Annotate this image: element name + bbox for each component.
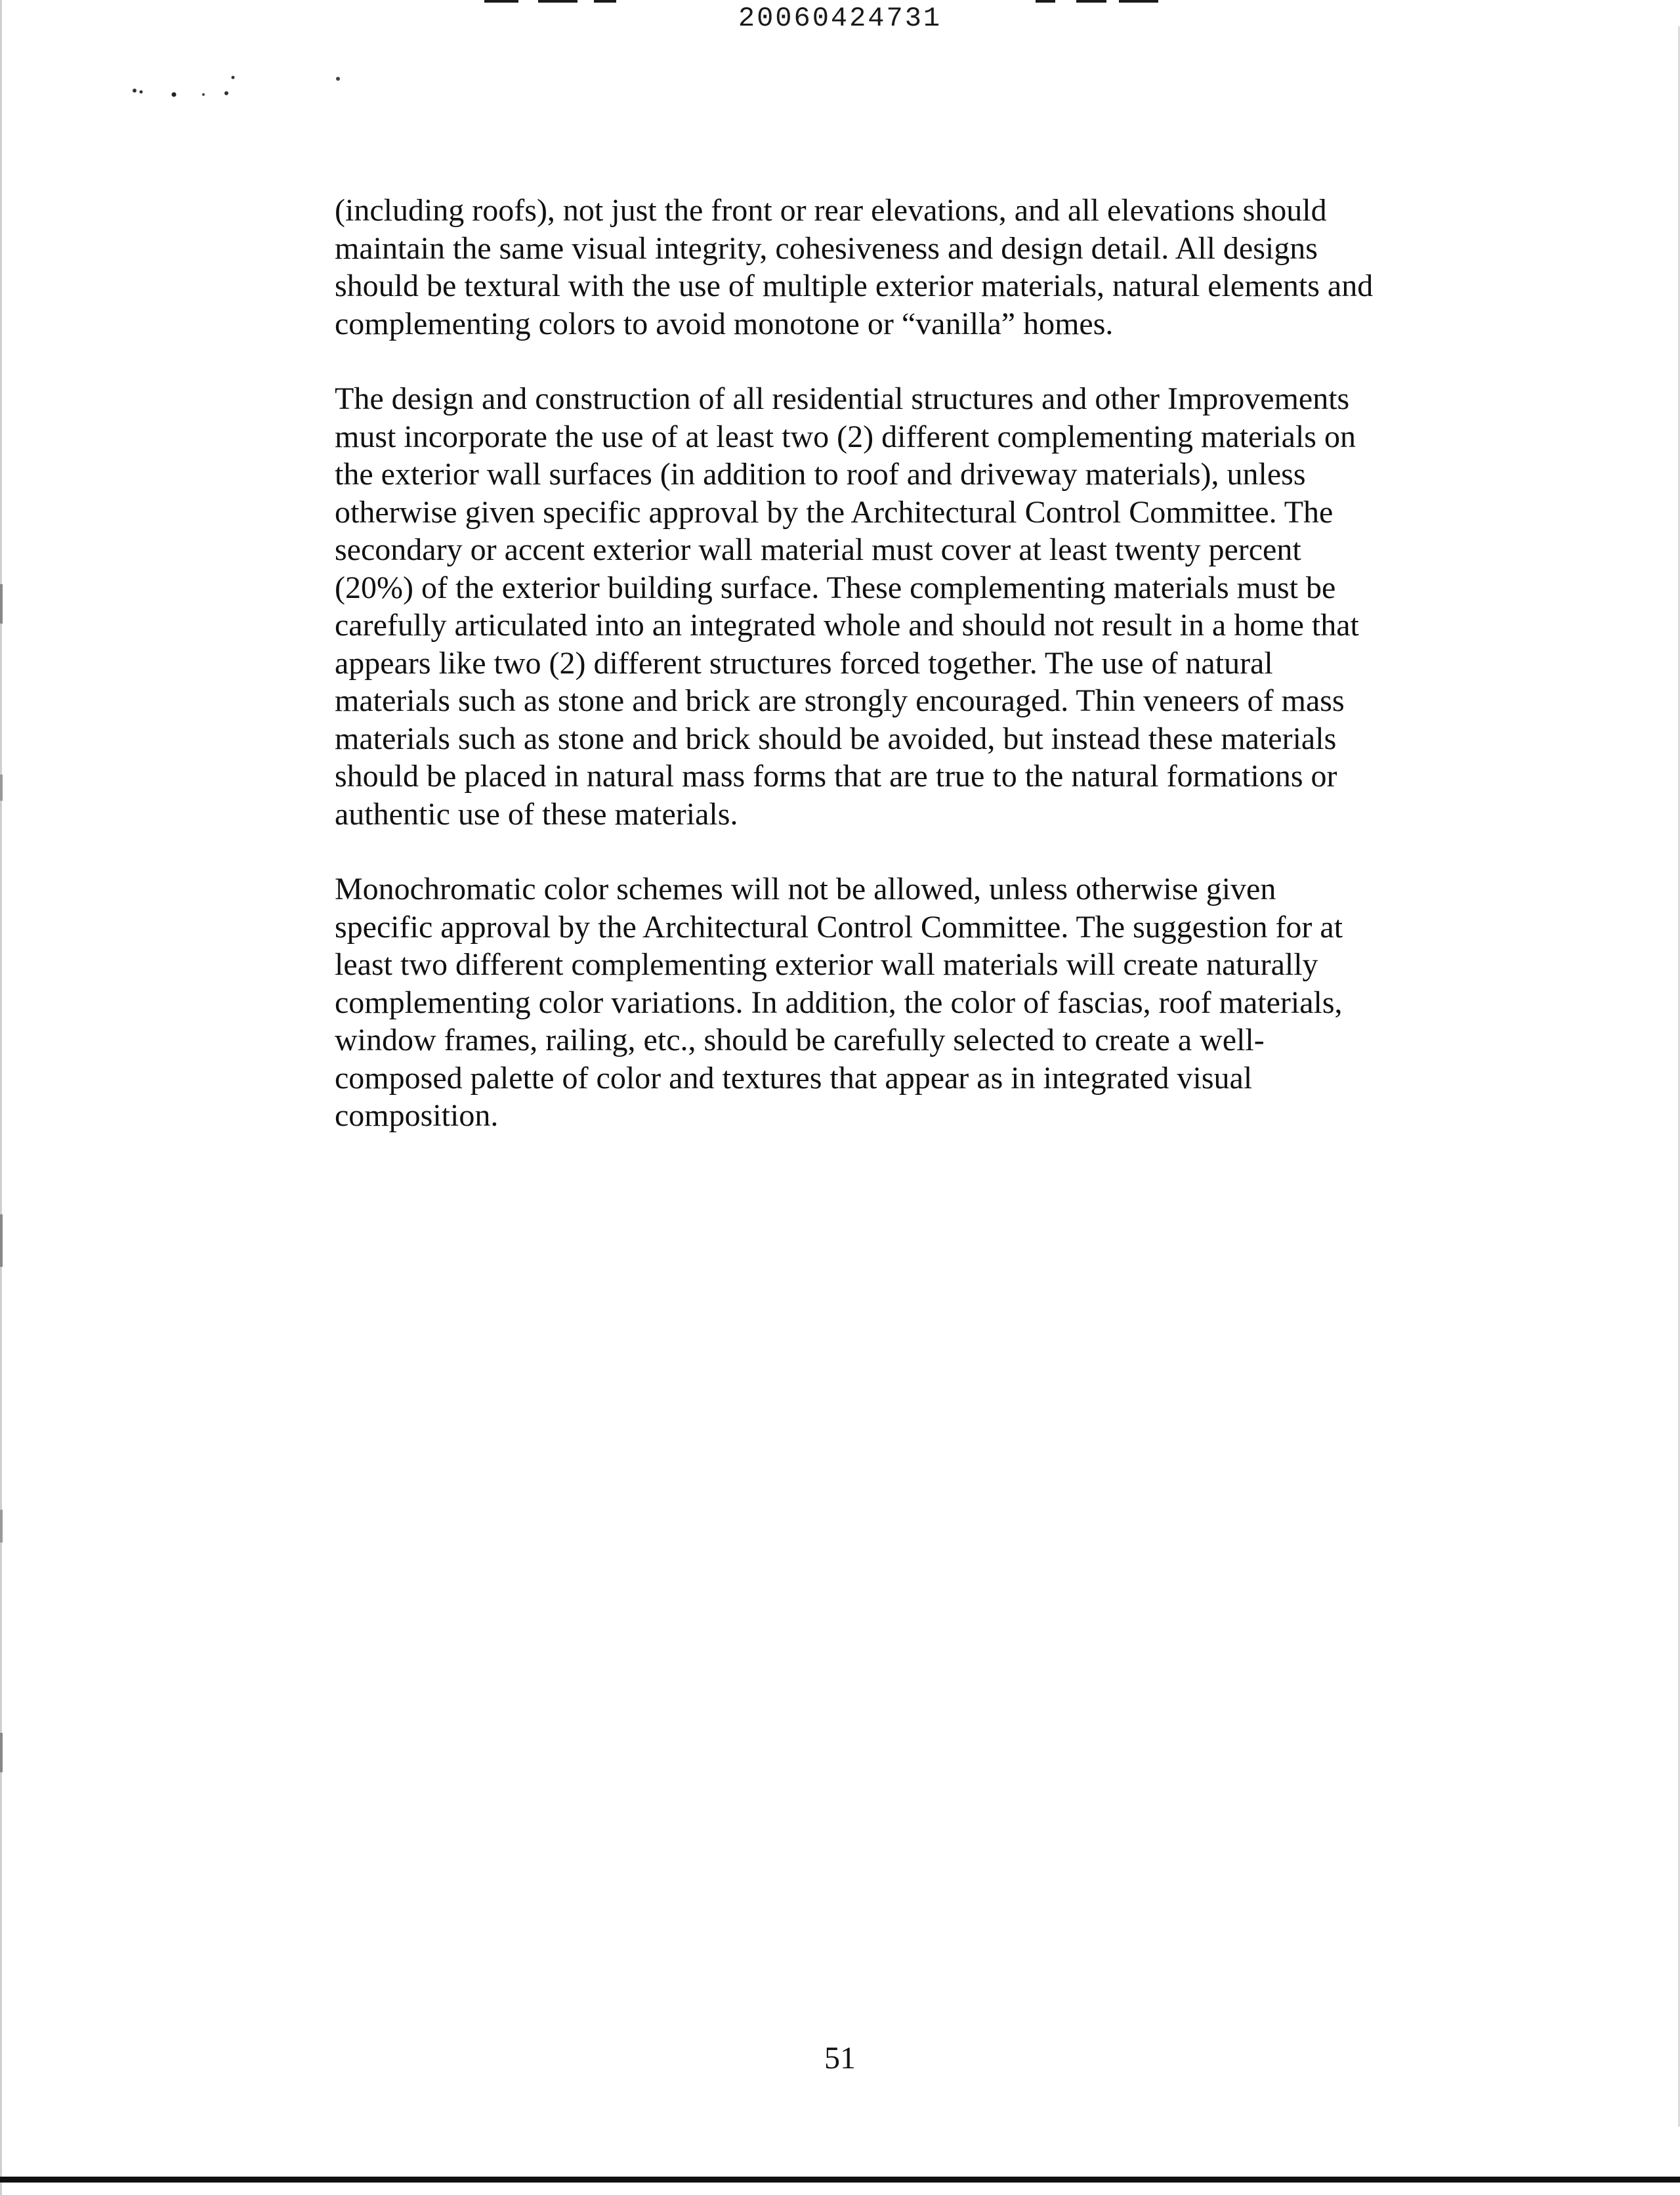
scan-left-edge — [0, 0, 4, 2195]
paragraph: Monochromatic color schemes will not be allowed, unless otherwise given specific approval by the Architectural Control Committee. The suggestion for at least two different complementing exterior wall materials will create naturally complementing color variations. In addition, the color of fascias, roof materials, window frames, railing, etc., should be carefully selected to create a well- composed palette of color and textures that appear as in integrated visual composition. — [335, 872, 1343, 1133]
scan-bottom-edge — [0, 2177, 1680, 2183]
document-number: 20060424731 — [738, 3, 942, 34]
page-number: 51 — [824, 2041, 856, 2076]
paragraph: The design and construction of all residential structures and other Improvements must incorporate the use of at least two (2) different complementing materials on the exterior wall surfaces (in addition to roof and driveway materials), unless otherwise given specific approval by the Architectural Control Committee. The secondary or accent exterior wall material must cover at least twenty percent (20%) of the exterior building surface. These complementing materials must be carefully articulated into an integrated whole and should not result in a home that appears like two (2) different structures forced together. The use of natural materials such as stone and brick are strongly encouraged. Thin veneers of mass materials such as stone and brick should be avoided, but instead these materials should be placed in natural mass forms that are true to the natural formations or authentic use of these materials. — [335, 381, 1359, 832]
paragraph: (including roofs), not just the front or rear elevations, and all elevations should maintain the same visual integrity, cohesiveness and design detail. All designs should be textural with the use of multiple exterior materials, natural elements and complementing colors to avoid monotone or “vanilla” homes. — [335, 193, 1374, 341]
body-text — [335, 192, 1463, 1172]
scan-speckles — [128, 71, 364, 110]
